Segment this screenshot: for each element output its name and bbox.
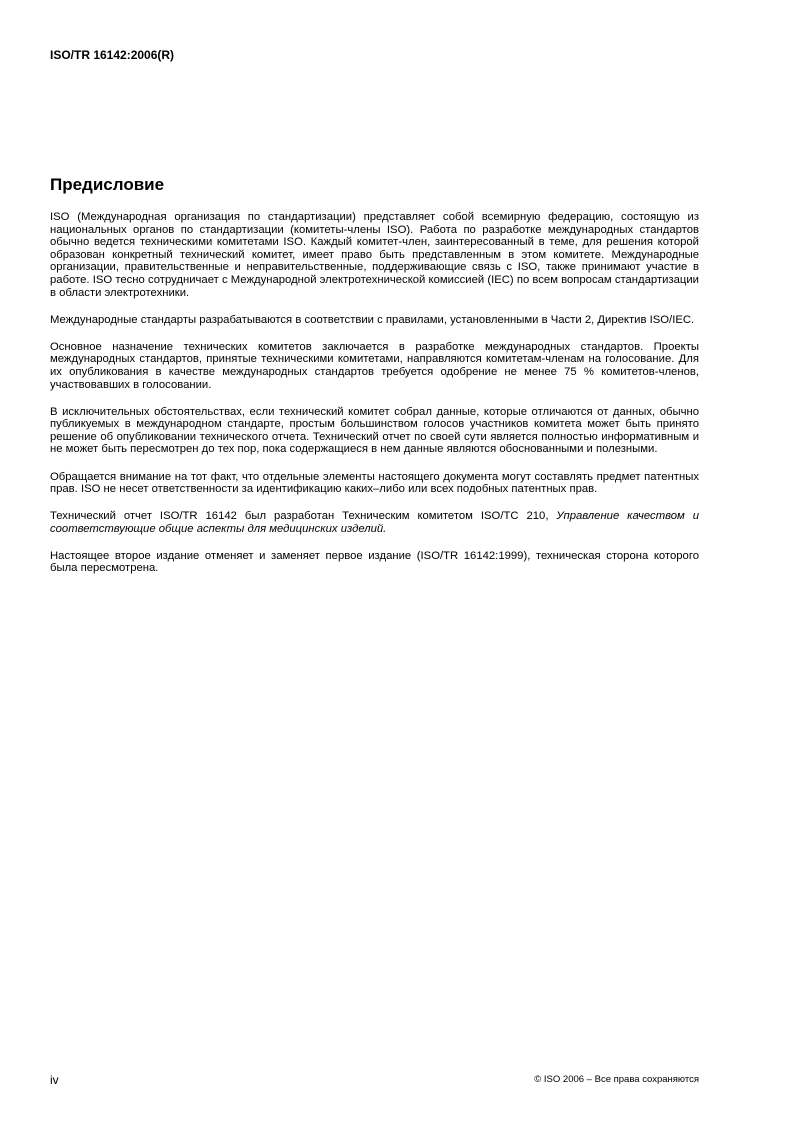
paragraph-iso-federation: ISO (Международная организация по стандартизации) представляет собой всемирную федерацию, состоящую из национальных органов по стандартизации (комитеты-члены ISO). Работа по разработке международных стандартов обычно ведется техническими комитетами ISO. Каждый комитет-член, заинтересованный в теме, для решения которой образован конкретный технический комитет, имеет право быть представленным в этом комитете. Международные организации, правительственные и неправительственные, поддерживающие связь с ISO, также принимают участие в работе. ISO тесно сотрудничает с Международной электротехнической комиссией (IEC) по всем вопросам стандартизации в области электротехники. bbox=[50, 211, 699, 299]
paragraph-patent-rights: Обращается внимание на тот факт, что отдельные элементы настоящего документа могут составлять предмет патентных прав. ISO не несет ответственности за идентификацию каких–либо или всех подобных патентных прав. bbox=[50, 470, 699, 496]
paragraph-edition: Настоящее второе издание отменяет и заменяет первое издание (ISO/TR 16142:1999), техническая сторона которого была пересмотрена. bbox=[50, 549, 699, 575]
committee-text: Технический отчет ISO/TR 16142 был разработан Техническим комитетом ISO/TC 210, bbox=[50, 510, 557, 523]
paragraph-committee bbox=[50, 510, 699, 535]
foreword-body bbox=[50, 211, 699, 590]
foreword-title: Предисловие bbox=[50, 175, 165, 194]
committee-title: Управление качеством и соответствующие общие аспекты для медицинских изделий. bbox=[50, 510, 699, 535]
paragraph-technical-report: В исключительных обстоятельствах, если технический комитет собрал данные, которые отличаются от данных, обычно публикуемых в международном стандарте, простым большинством голосов участников комитета может быть принято решение об опубликовании технического отчета. Технический отчет по своей сути является полностью информативным и не может быть пересмотрен до тех пор, пока содержащиеся в нем данные являются обоснованными и полезными. bbox=[50, 405, 699, 456]
copyright-notice: © ISO 2006 – Все права сохраняются bbox=[534, 1074, 699, 1085]
page-number: iv bbox=[50, 1073, 59, 1087]
document-id: ISO/TR 16142:2006(R) bbox=[50, 48, 175, 62]
paragraph-technical-committees: Основное назначение технических комитетов заключается в разработке международных стандартов. Проекты международных стандартов, принятые техническими комитетами, направляются комитетам-членам на голосование. Для их опубликования в качестве международных стандартов требуется одобрение не менее 75 % комитетов-членов, участвовавших в голосовании. bbox=[50, 340, 699, 391]
paragraph-directives: Международные стандарты разрабатываются в соответствии с правилами, установленными в Части 2, Директив ISO/IEC. bbox=[50, 313, 695, 326]
